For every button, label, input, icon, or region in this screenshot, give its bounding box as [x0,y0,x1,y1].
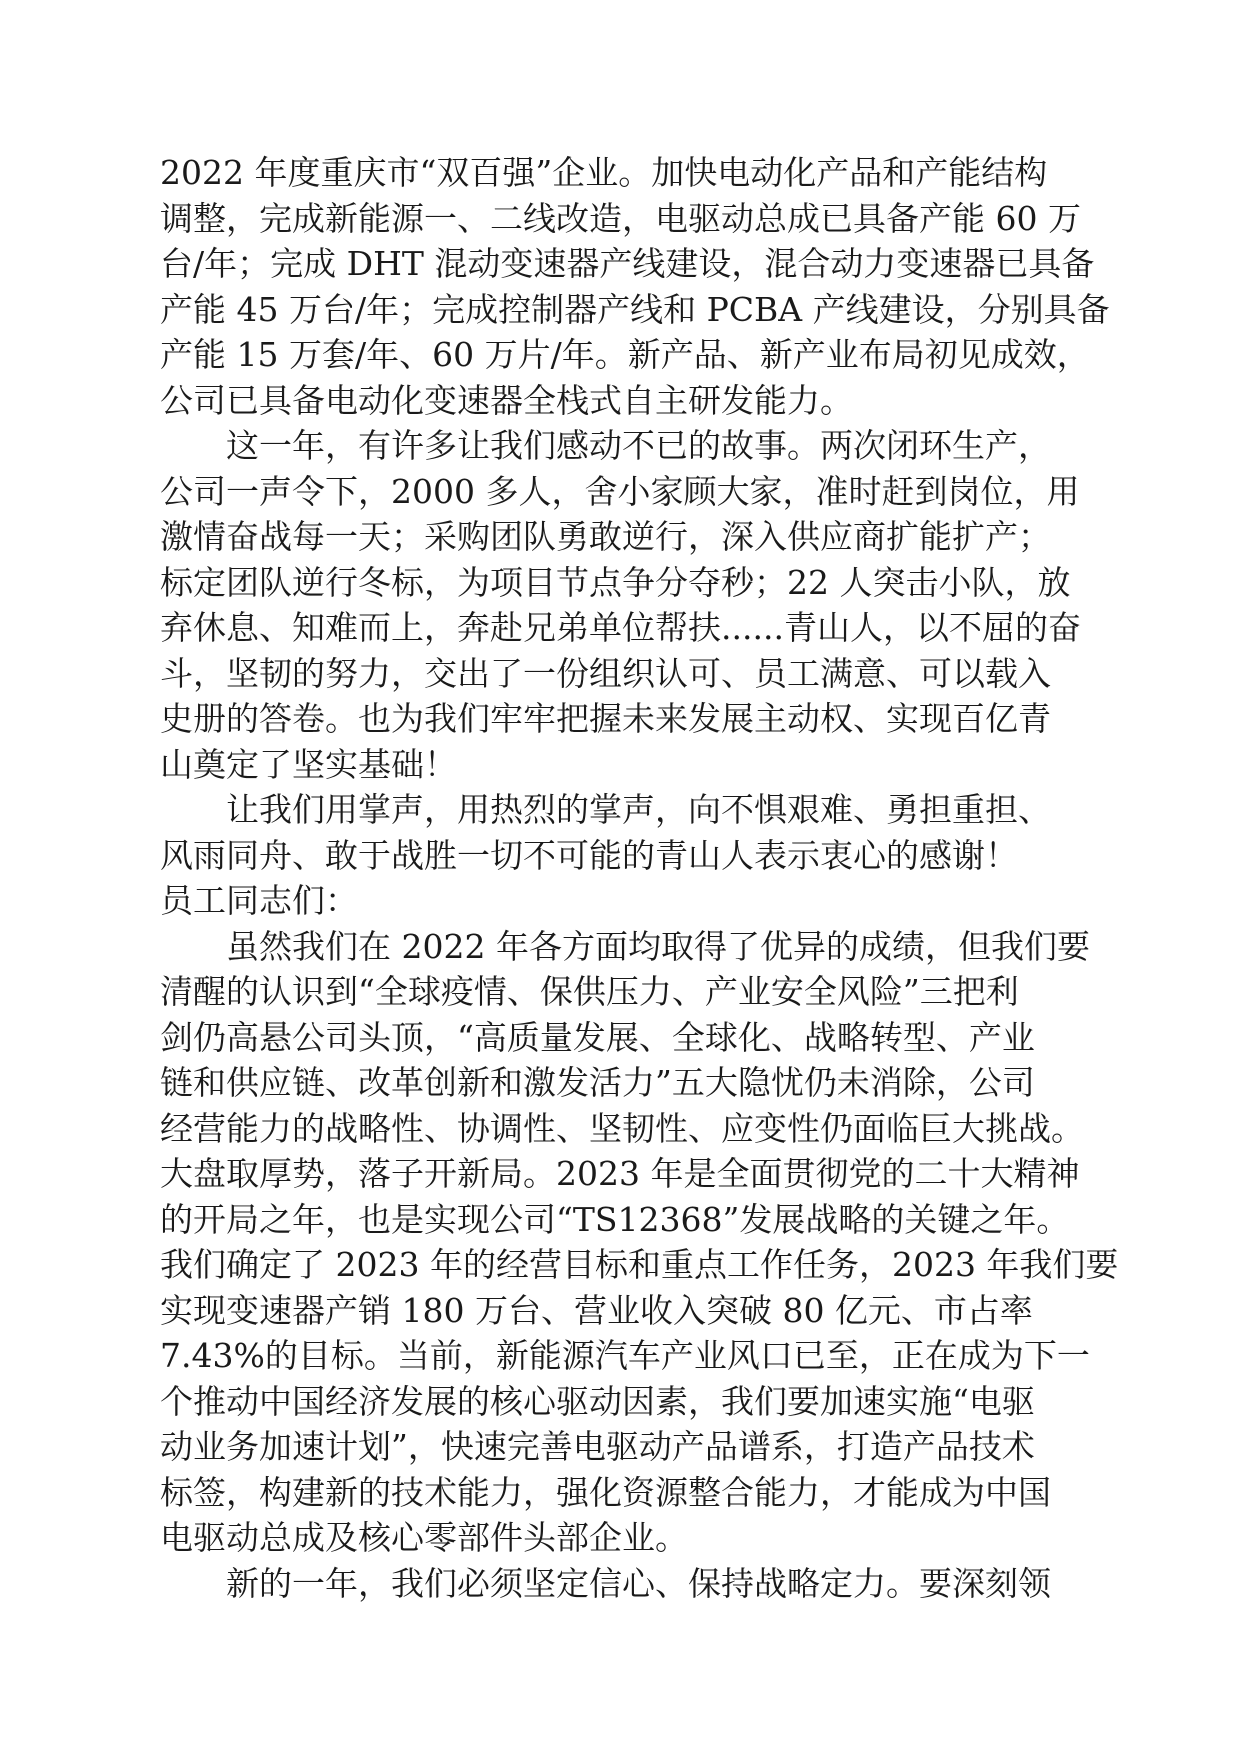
text-line: 的开局之年，也是实现公司“TS12368”发展战略的关键之年。 [160,1199,1070,1239]
text-line: 产能 15 万套/年、60 万片/年。新产品、新产业布局初见成效， [160,335,1090,374]
text-line: 产能 45 万台/年；完成控制器产线和 PCBA 产线建设，分别具备 [160,289,1110,329]
text-line: 风雨同舟、敢于战胜一切不可能的青山人表示衷心的感谢！ [160,835,1018,875]
text-line: 公司已具备电动化变速器全栈式自主研发能力。 [160,380,853,420]
text-line: 标定团队逆行冬标，为项目节点争分夺秒；22 人突击小队，放 [160,562,1071,602]
text-line: 激情奋战每一天；采购团队勇敢逆行，深入供应商扩能扩产； [160,517,1051,556]
text-line: 台/年；完成 DHT 混动变速器产线建设，混合动力变速器已具备 [160,244,1095,283]
text-line: 大盘取厚势，落子开新局。2023 年是全面贯彻党的二十大精神 [160,1154,1080,1193]
text-line: 斗，坚韧的努力，交出了一份组织认可、员工满意、可以载入 [160,653,1051,693]
text-line: 个推动中国经济发展的核心驱动因素，我们要加速实施“电驱 [160,1381,1035,1421]
text-line: 我们确定了 2023 年的经营目标和重点工作任务，2023 年我们要 [160,1245,1119,1284]
text-line: 清醒的认识到“全球疫情、保供压力、产业安全风险”三把利 [160,972,1019,1011]
text-line: 2022 年度重庆市“双百强”企业。加快电动化产品和产能结构 [160,153,1048,192]
text-line: 山奠定了坚实基础！ [160,744,457,784]
text-line: 链和供应链、改革创新和激发活力”五大隐忧仍未消除，公司 [160,1063,1035,1102]
text-line: 实现变速器产销 180 万台、营业收入突破 80 亿元、市占率 [160,1290,1033,1330]
text-line: 弃休息、知难而上，奔赴兄弟单位帮扶......青山人，以不屈的奋 [160,608,1081,647]
salutation-line: 员工同志们： [160,881,358,920]
paragraph-start-line: 这一年，有许多让我们感动不已的故事。两次闭环生产， [226,426,1051,465]
paragraph-start-line: 虽然我们在 2022 年各方面均取得了优异的成绩，但我们要 [226,926,1090,966]
text-line: 电驱动总成及核心零部件头部企业。 [160,1518,688,1557]
paragraph-start-line: 让我们用掌声，用热烈的掌声，向不惧艰难、勇担重担、 [226,790,1051,829]
paragraph-start-line: 新的一年，我们必须坚定信心、保持战略定力。要深刻领 [226,1563,1051,1603]
text-line: 经营能力的战略性、协调性、坚韧性、应变性仍面临巨大挑战。 [160,1108,1084,1148]
text-line: 标签，构建新的技术能力，强化资源整合能力，才能成为中国 [160,1472,1051,1512]
text-line: 7.43%的目标。当前，新能源汽车产业风口已至，正在成为下一 [160,1336,1090,1375]
text-line: 剑仍高悬公司头顶，“高质量发展、全球化、战略转型、产业 [160,1017,1035,1057]
text-line: 公司一声令下，2000 多人，舍小家顾大家，准时赶到岗位，用 [160,471,1080,511]
text-line: 调整，完成新能源一、二线改造，电驱动总成已具备产能 60 万 [160,198,1081,238]
text-line: 动业务加速计划”，快速完善电驱动产品谱系，打造产品技术 [160,1427,1035,1466]
body-text [160,150,1119,1606]
text-line: 史册的答卷。也为我们牢牢把握未来发展主动权、实现百亿青 [160,699,1051,738]
